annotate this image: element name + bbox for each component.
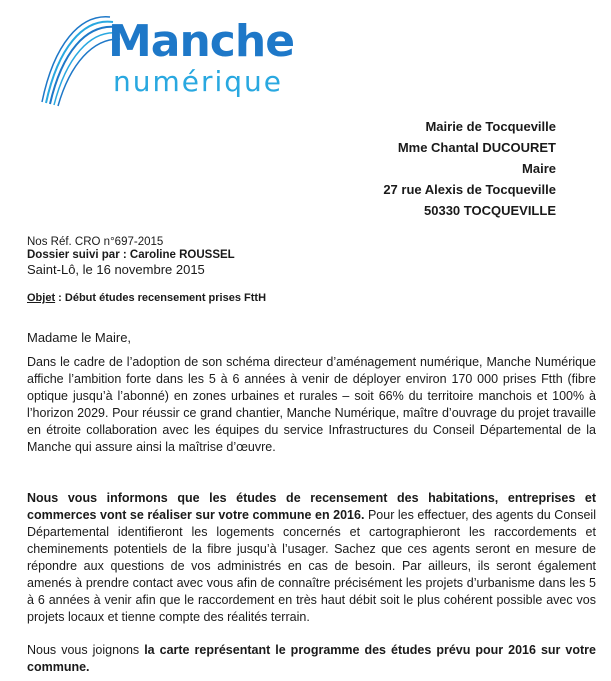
file-handler: Dossier suivi par : Caroline ROUSSEL	[27, 249, 235, 261]
subject-label: Objet	[27, 292, 56, 304]
body-paragraph-1: Dans le cadre de l’adoption de son schéma directeur d’aménagement numérique, Manche Numérique affiche l’ambition forte dans les 5 à 6 années à venir de déployer environ 170 000 prises Ftth (fibre optique jusqu’à l’abonné) en zones urbaines et rurales – soit 66% du territoire manchois et 100% à l’horizon 2029. Pour réussir ce grand chantier, Manche Numérique, maître d’ouvrage du projet travaille en étroite collaboration avec les équipes du service Infrastructures du Conseil Départemental de la Manche qui assure ainsi la maîtrise d’œuvre.	[27, 355, 596, 454]
logo-text-numerique: numérique	[113, 65, 284, 98]
addressee-line: Maire	[522, 161, 556, 176]
addressee-line: 50330 TOCQUEVILLE	[424, 203, 556, 218]
body-paragraph-2	[27, 490, 596, 626]
reference-number: Nos Réf. CRO n°697-2015	[27, 236, 164, 248]
addressee-block	[383, 116, 556, 221]
paragraph-2-text: Pour les effectuer, des agents du Conseil Départemental identifieront les logements concernés et cartographieront les raccordements et cheminements potentiels de la fibre jusqu’à l’usager. Sachez que ces agents seront en mesure de répondre aux questions de vos administrés en cas de besoin. Par ailleurs, ils seront également amenés à prendre contact avec vous afin de connaître précisément les projets d’urbanisme dans les 5 à 6 années à venir afin que le raccordement en très haut débit soit le plus cohérent possible avec vos projets locaux et tienne compte des réalités terrain.	[27, 508, 596, 624]
paragraph-2-bold: Nous vous informons que les études de recensement des habitations, entreprises et commerces vont se réaliser sur votre commune en 2016.	[27, 491, 596, 522]
subject-text: : Début études recensement prises FttH	[55, 292, 267, 304]
paragraph-3-text: Nous vous joignons	[27, 643, 145, 657]
subject-line	[27, 292, 266, 304]
addressee-line: Mme Chantal DUCOURET	[397, 140, 556, 155]
paragraph-3-bold: la carte représentant le programme des études prévu pour 2016 sur votre commune.	[27, 643, 596, 674]
addressee-line: 27 rue Alexis de Tocqueville	[383, 182, 556, 197]
body-paragraph-3	[27, 642, 596, 676]
letter-date: Saint-Lô, le 16 novembre 2015	[27, 262, 205, 277]
logo-text-manche: Manche	[108, 16, 295, 67]
reference-block	[27, 236, 235, 278]
addressee-line: Mairie de Tocqueville	[425, 119, 556, 134]
salutation: Madame le Maire,	[27, 330, 132, 345]
manche-numerique-logo	[38, 8, 298, 108]
